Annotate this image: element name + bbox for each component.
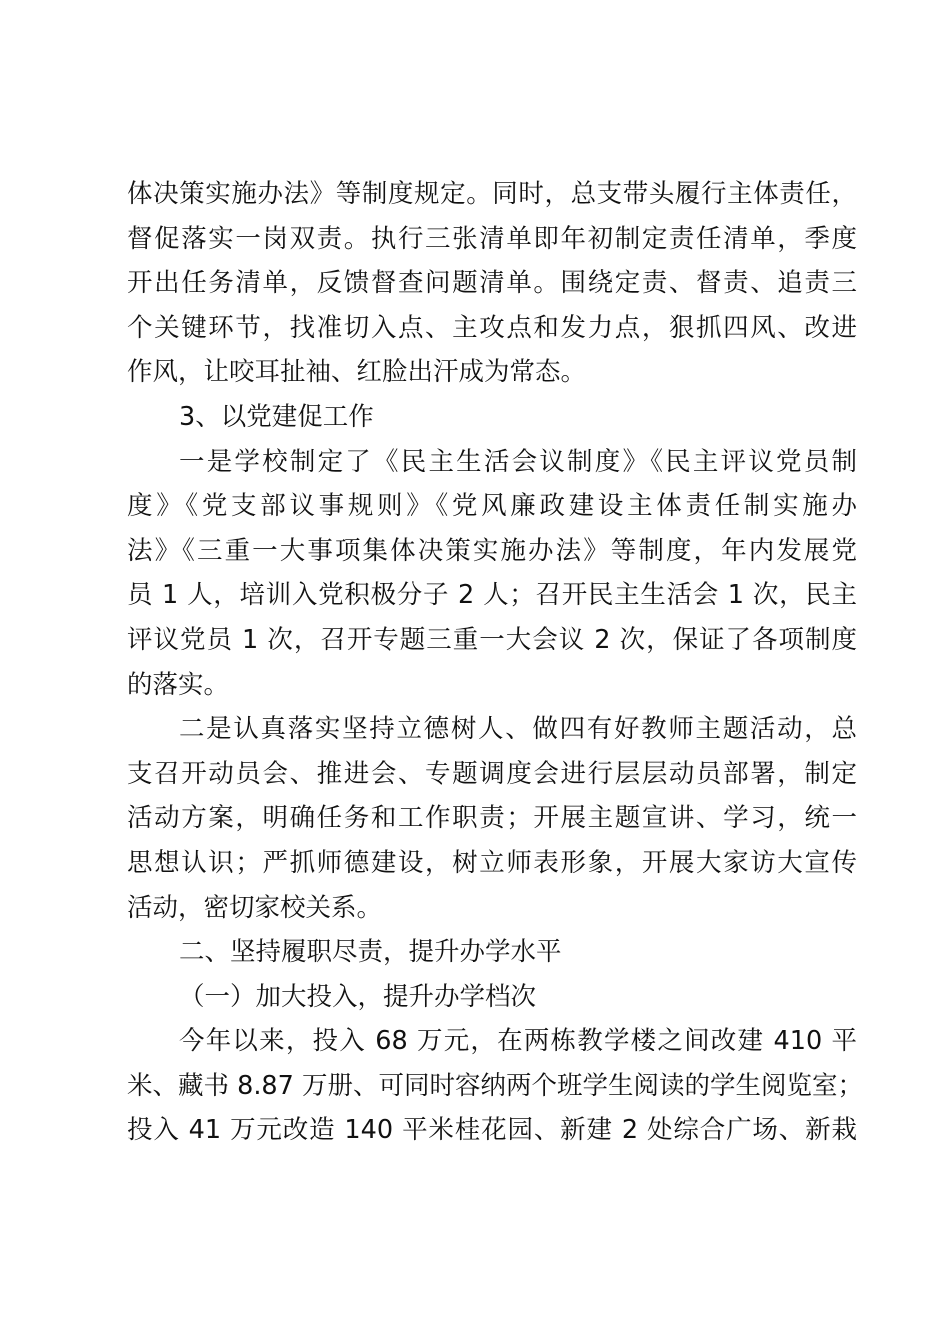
text-line: 作风，让咬耳扯袖、红脸出汗成为常态。 [127, 357, 587, 388]
text-line: 支召开动员会、推进会、专题调度会进行层层动员部署，制定 [127, 758, 857, 789]
text-line: 的落实。 [127, 669, 230, 700]
text-line: 3、以党建促工作 [179, 401, 374, 432]
text-line: （一）加大投入，提升办学档次 [179, 981, 537, 1012]
text-line: 法》《三重一大事项集体决策实施办法》等制度，年内发展党 [127, 535, 857, 566]
document-body [127, 172, 863, 1153]
text-line: 督促落实一岗双责。执行三张清单即年初制定责任清单，季度 [127, 223, 857, 254]
text-line: 二、坚持履职尽责，提升办学水平 [179, 937, 562, 968]
text-line: 二是认真落实坚持立德树人、做四有好教师主题活动，总 [179, 714, 857, 745]
text-line: 一是学校制定了《民主生活会议制度》《民主评议党员制 [179, 446, 857, 477]
text-line: 个关键环节，找准切入点、主攻点和发力点，狠抓四风、改进 [127, 312, 857, 343]
text-line: 度》《党支部议事规则》《党风廉政建设主体责任制实施办 [127, 491, 857, 522]
text-line: 体决策实施办法》等制度规定。同时，总支带头履行主体责任， [127, 179, 857, 209]
text-line: 评议党员 1 次，召开专题三重一大会议 2 次，保证了各项制度 [127, 624, 857, 655]
text-line: 米、藏书 8.87 万册、可同时容纳两个班学生阅读的学生阅览室； [127, 1070, 863, 1101]
text-line: 开出任务清单，反馈督查问题清单。围绕定责、督责、追责三 [127, 268, 857, 299]
text-line: 活动方案，明确任务和工作职责；开展主题宣讲、学习，统一 [127, 803, 857, 834]
text-line: 思想认识；严抓师德建设，树立师表形象，开展大家访大宣传 [127, 847, 857, 878]
text-line: 活动，密切家校关系。 [127, 892, 383, 923]
text-line: 今年以来，投入 68 万元，在两栋教学楼之间改建 410 平 [179, 1026, 857, 1057]
text-line: 投入 41 万元改造 140 平米桂花园、新建 2 处综合广场、新栽 [127, 1115, 857, 1146]
text-line: 员 1 人，培训入党积极分子 2 人；召开民主生活会 1 次，民主 [127, 580, 857, 611]
